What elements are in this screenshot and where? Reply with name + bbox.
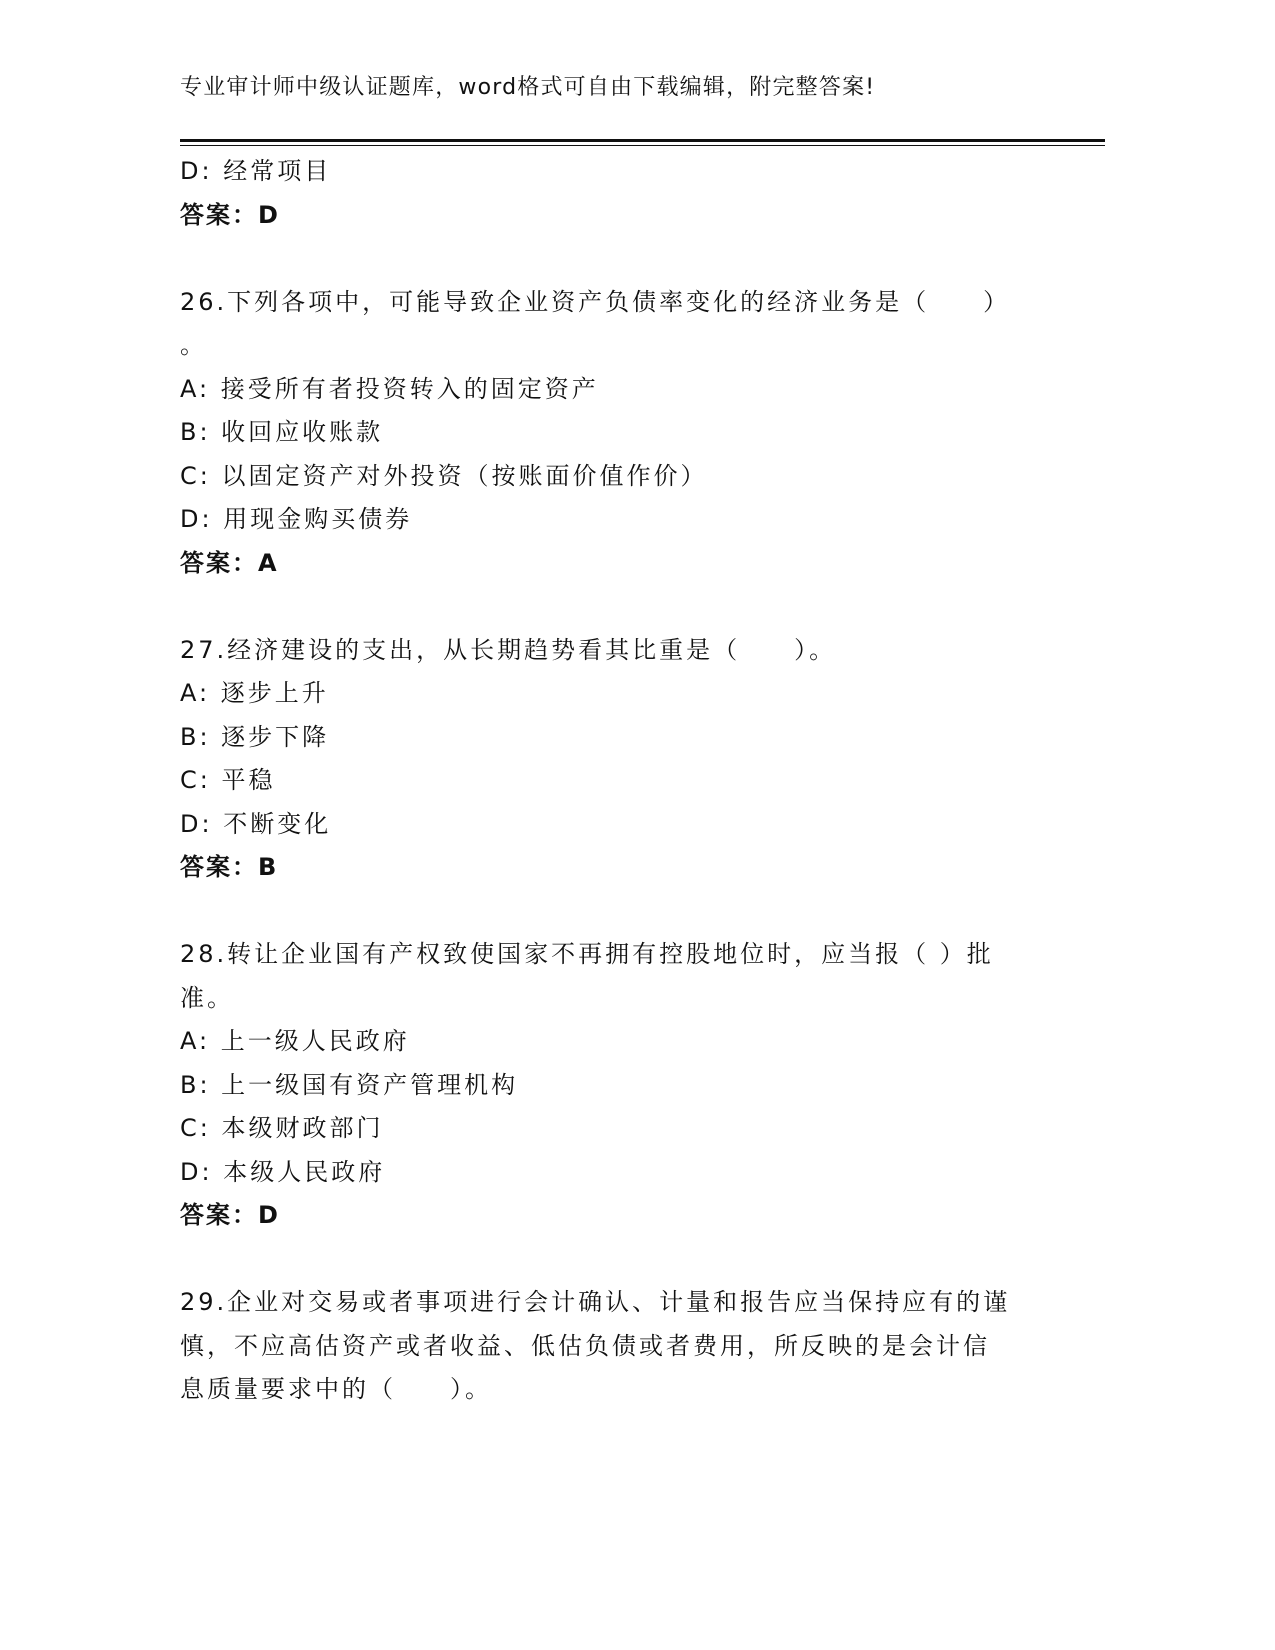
option-line: B: 上一级国有资产管理机构 bbox=[180, 1070, 519, 1099]
question-text: 27.经济建设的支出，从长期趋势看其比重是（ ）。 bbox=[180, 635, 837, 664]
answer-line: 答案：D bbox=[180, 1201, 280, 1229]
header-rule-thick bbox=[180, 139, 1105, 142]
spacer bbox=[180, 237, 1060, 281]
question-text-cont: 息质量要求中的（ ）。 bbox=[180, 1375, 492, 1403]
question-text-cont: 慎，不应高估资产或者收益、低估负债或者费用，所反映的是会计信 bbox=[180, 1331, 990, 1360]
option-line: C: 以固定资产对外投资（按账面价值作价） bbox=[180, 461, 708, 490]
option-line: B: 逐步下降 bbox=[180, 722, 330, 751]
question-text: 29.企业对交易或者事项进行会计确认、计量和报告应当保持应有的谨 bbox=[180, 1288, 1011, 1316]
spacer bbox=[180, 585, 1060, 629]
question-text-cont: 。 bbox=[180, 331, 207, 359]
spacer bbox=[180, 1238, 1060, 1282]
option-line: A: 上一级人民政府 bbox=[180, 1027, 410, 1055]
option-line: A: 接受所有者投资转入的固定资产 bbox=[180, 374, 599, 403]
question-text: 26.下列各项中，可能导致企业资产负债率变化的经济业务是（ ） bbox=[180, 287, 1011, 316]
option-line: D: 本级人民政府 bbox=[180, 1157, 386, 1186]
answer-line: 答案：D bbox=[180, 200, 280, 229]
option-line: D: 用现金购买债券 bbox=[180, 505, 413, 533]
question-text: 28.转让企业国有产权致使国家不再拥有控股地位时，应当报（ ）批 bbox=[180, 940, 994, 968]
answer-line: 答案：B bbox=[180, 853, 279, 881]
document-body bbox=[180, 150, 1060, 1412]
option-line: D: 不断变化 bbox=[180, 809, 332, 838]
header-rule-thin bbox=[180, 145, 1105, 146]
answer-line: 答案：A bbox=[180, 548, 279, 577]
page-header: 专业审计师中级认证题库，word格式可自由下载编辑，附完整答案! bbox=[180, 75, 876, 100]
spacer bbox=[180, 890, 1060, 934]
option-line: C: 本级财政部门 bbox=[180, 1114, 384, 1142]
option-line: A: 逐步上升 bbox=[180, 679, 329, 707]
option-line: D: 经常项目 bbox=[180, 157, 332, 185]
question-text-cont: 准。 bbox=[180, 983, 234, 1012]
option-line: C: 平稳 bbox=[180, 766, 276, 794]
option-line: B: 收回应收账款 bbox=[180, 418, 384, 446]
